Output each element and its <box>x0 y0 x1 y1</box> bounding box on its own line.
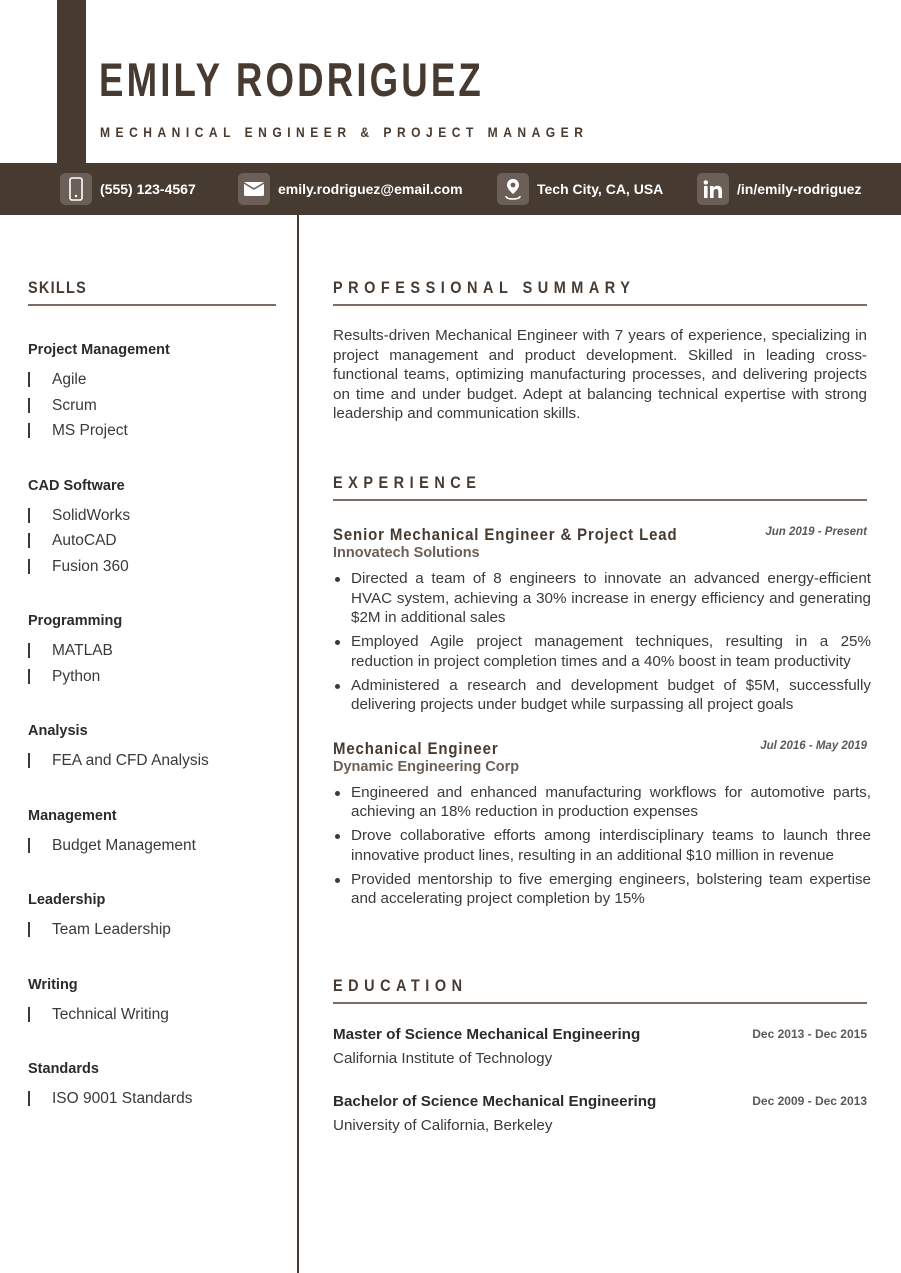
contact-location <box>497 172 663 206</box>
education-dates: Dec 2013 - Dec 2015 <box>752 1027 867 1041</box>
skill-group <box>28 723 276 774</box>
candidate-title: MECHANICAL ENGINEER & PROJECT MANAGER <box>100 124 589 140</box>
job-title: Mechanical Engineer <box>333 738 499 758</box>
education-school: University of California, Berkeley <box>333 1117 553 1134</box>
skill-category: Leadership <box>28 892 106 908</box>
email-text[interactable]: emily.rodriguez@email.com <box>278 181 463 197</box>
skill-item: Agile <box>28 367 276 393</box>
job-bullet: Engineered and enhanced manufacturing workflows for automotive parts, achieving an 18% reduction in production expenses <box>333 783 871 822</box>
skill-category: Writing <box>28 976 78 993</box>
skill-category: Analysis <box>28 723 88 739</box>
skill-group <box>28 1061 276 1112</box>
skill-group <box>28 342 276 444</box>
email-icon <box>238 173 270 205</box>
linkedin-text[interactable]: /in/emily-rodriguez <box>737 181 862 197</box>
summary-text: Results-driven Mechanical Engineer with 7 years of experience, specializing in project management and product development. Skilled in leading cross-functional teams, optimizing manufacturing processes, and delivering projects on time and under budget. Adept at balancing technical expertise with strong leadership and communication skills. <box>333 327 867 422</box>
job-bullet: Provided mentorship to five emerging engineers, bolstering team expertise and accelerating project completion by 15% <box>333 870 871 909</box>
education-degree: Master of Science Mechanical Engineering <box>333 1026 641 1043</box>
job-bullets <box>333 783 871 909</box>
education-entry <box>333 1026 867 1067</box>
skill-item: MATLAB <box>28 638 276 664</box>
skill-item: Scrum <box>28 393 276 419</box>
experience-section <box>333 473 871 913</box>
skills-section <box>28 278 276 1112</box>
job-company: Dynamic Engineering Corp <box>333 758 520 775</box>
job-bullet: Drove collaborative efforts among interdisciplinary teams to launch three innovative product lines, resulting in an additional $10 million in revenue <box>333 826 871 865</box>
skill-group <box>28 892 276 943</box>
skill-item: Python <box>28 664 276 690</box>
location-text: Tech City, CA, USA <box>537 181 664 197</box>
header-accent-bar <box>57 0 86 170</box>
job-dates: Jun 2019 - Present <box>765 526 867 538</box>
education-school: California Institute of Technology <box>333 1050 553 1067</box>
skill-item: FEA and CFD Analysis <box>28 748 276 774</box>
skill-item: SolidWorks <box>28 503 276 529</box>
contact-bar <box>0 163 901 215</box>
skill-item: Team Leadership <box>28 917 276 943</box>
skill-item: Fusion 360 <box>28 554 276 580</box>
skill-item: Technical Writing <box>28 1002 276 1028</box>
skill-group <box>28 613 276 689</box>
skill-category: Programming <box>28 613 123 629</box>
contact-email <box>238 172 463 206</box>
skill-category: CAD Software <box>28 477 125 494</box>
skills-heading: SKILLS <box>28 278 88 297</box>
experience-heading-rule <box>333 499 867 501</box>
education-degree: Bachelor of Science Mechanical Engineering <box>333 1093 657 1110</box>
skill-group <box>28 808 276 859</box>
education-section <box>333 976 867 1134</box>
phone-text[interactable]: (555) 123-4567 <box>100 181 196 197</box>
job-bullet: Employed Agile project management techniques, resulting in a 25% reduction in project completion times and a 40% boost in team productivity <box>333 632 871 671</box>
summary-heading: PROFESSIONAL SUMMARY <box>333 278 636 297</box>
job-bullets <box>333 569 871 715</box>
education-heading: EDUCATION <box>333 976 468 995</box>
summary-section <box>333 278 867 424</box>
job-dates: Jul 2016 - May 2019 <box>760 739 867 752</box>
skills-heading-rule <box>28 304 276 306</box>
education-heading-rule <box>333 1002 867 1004</box>
candidate-name: EMILY RODRIGUEZ <box>99 53 484 106</box>
job-entry <box>333 738 871 909</box>
location-pin-icon <box>497 173 529 205</box>
summary-heading-rule <box>333 304 867 306</box>
skill-group <box>28 478 276 580</box>
skill-item: MS Project <box>28 418 276 444</box>
education-entry <box>333 1093 867 1134</box>
experience-heading: EXPERIENCE <box>333 473 482 492</box>
job-title: Senior Mechanical Engineer & Project Lead <box>333 525 678 544</box>
skill-category: Management <box>28 807 117 824</box>
job-entry <box>333 525 871 715</box>
skill-item: AutoCAD <box>28 528 276 554</box>
skill-item: ISO 9001 Standards <box>28 1086 276 1112</box>
linkedin-icon <box>697 173 729 205</box>
skill-category: Project Management <box>28 342 170 358</box>
skill-category: Standards <box>28 1061 99 1077</box>
job-bullet: Directed a team of 8 engineers to innovate an advanced energy-efficient HVAC system, achieving a 30% increase in energy efficiency and generating $2M in additional sales <box>333 569 871 628</box>
skill-item: Budget Management <box>28 833 276 859</box>
skill-group <box>28 977 276 1028</box>
contact-phone <box>60 172 196 206</box>
education-dates: Dec 2009 - Dec 2013 <box>752 1094 867 1108</box>
column-divider <box>297 215 299 1273</box>
contact-linkedin <box>697 172 861 206</box>
job-company: Innovatech Solutions <box>333 545 480 561</box>
phone-icon <box>60 173 92 205</box>
job-bullet: Administered a research and development budget of $5M, successfully delivering projects under budget while surpassing all project goals <box>333 676 871 715</box>
